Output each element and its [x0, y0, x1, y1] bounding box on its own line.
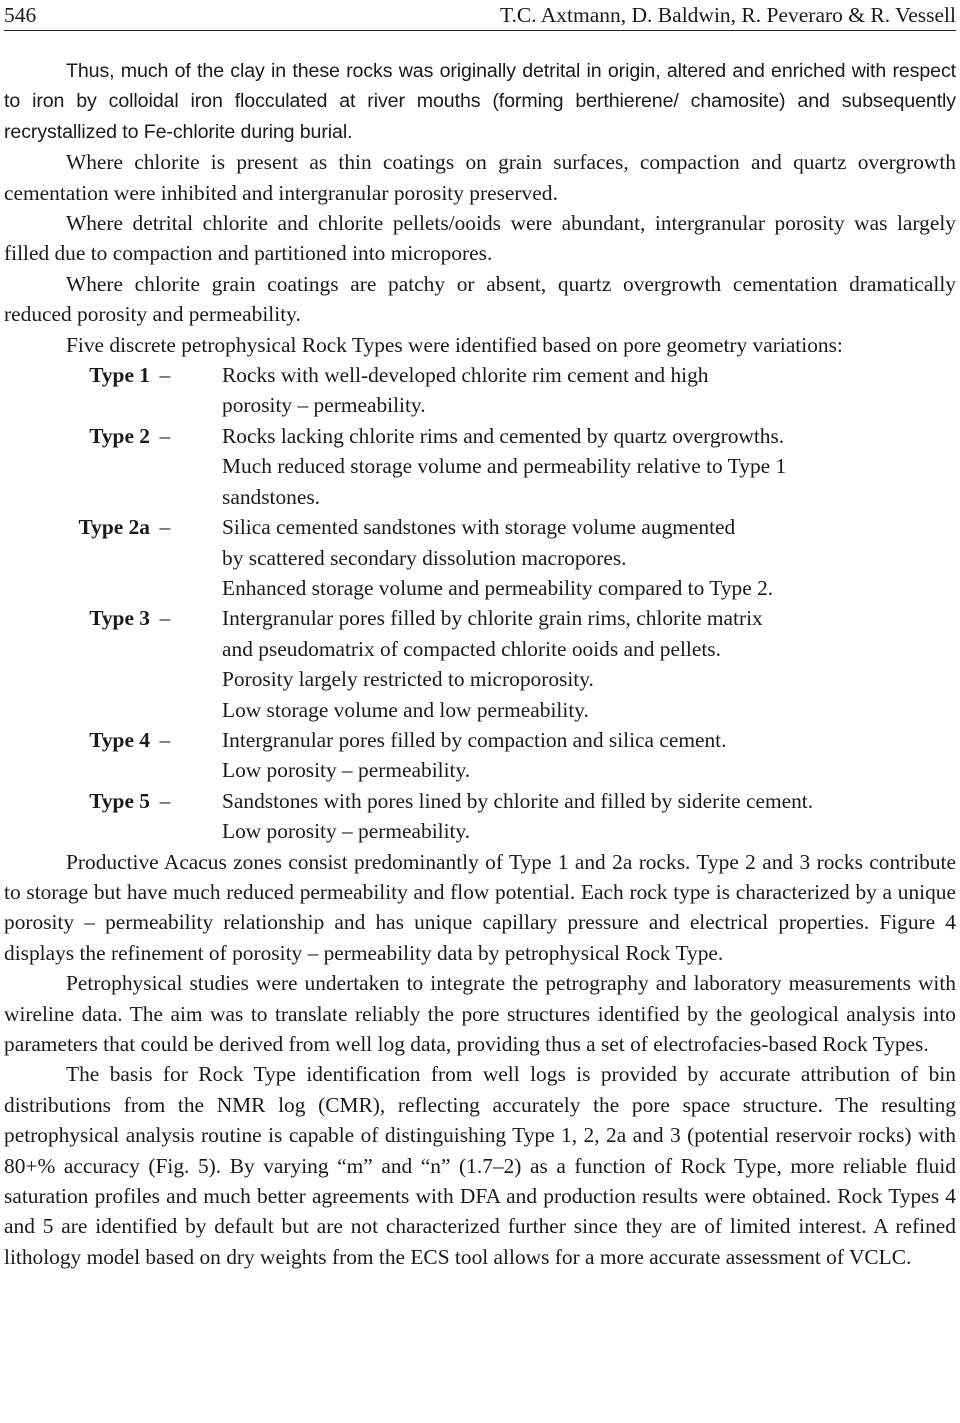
rock-type-item	[4, 512, 956, 603]
running-header	[4, 0, 956, 31]
rock-type-description	[222, 786, 956, 847]
rock-type-description-line: Intergranular pores filled by compaction and silica cement.	[222, 727, 727, 752]
page-number: 546	[4, 3, 37, 27]
paragraph-clay-origin: Thus, much of the clay in these rocks was originally detrital in origin, altered and enriched with respect to iron by colloidal iron flocculated at river mouths (forming berthierene/ chamosite) and subsequently recrystallized to Fe-chlorite during burial.	[4, 60, 956, 143]
rock-type-description	[222, 360, 956, 421]
paragraph-patchy-coatings: Where chlorite grain coatings are patchy or absent, quartz overgrowth cementation dramatically reduced porosity and permeability.	[4, 271, 956, 327]
rock-type-item	[4, 786, 956, 847]
rock-type-item	[4, 421, 956, 512]
rock-type-description-line: Enhanced storage volume and permeability compared to Type 2.	[222, 575, 774, 600]
rock-type-dash: –	[159, 788, 171, 813]
paragraph-rock-type-identification: The basis for Rock Type identification from well logs is provided by accurate attribution of bin distributions from the NMR log (CMR), reflecting accurately the pore space structure. The resulting petrophysical analysis routine is capable of distinguishing Type 1, 2, 2a and 3 (potential reservoir rocks) with 80+% accuracy (Fig. 5). By varying “m” and “n” (1.7–2) as a function of Rock Type, more reliable fluid saturation profiles and much better agreements with DFA and production results were obtained. Rock Types 4 and 5 are identified by default but are not characterized further since they are of limited interest. A refined lithology model based on dry weights from the ECS tool allows for a more accurate assessment of VCLC.	[4, 1062, 956, 1269]
paragraph-detrital-chlorite: Where detrital chlorite and chlorite pellets/ooids were abundant, intergranular porosity was largely filled due to compaction and partitioned into micropores.	[4, 211, 956, 266]
rock-type-label: Type 1	[89, 363, 150, 388]
rock-type-description-line: Low porosity – permeability.	[222, 819, 471, 844]
rock-type-description-line: Much reduced storage volume and permeability relative to Type 1	[222, 454, 787, 479]
rock-type-description-line: Rocks lacking chlorite rims and cemented by quartz overgrowths.	[222, 423, 785, 448]
paragraph-rock-types-intro: Five discrete petrophysical Rock Types were identified based on pore geometry variations:	[66, 332, 843, 357]
article-body	[4, 56, 956, 1272]
rock-type-label: Type 4	[89, 727, 150, 752]
rock-type-label: Type 2a	[78, 515, 150, 540]
paragraph-chlorite-coatings: Where chlorite is present as thin coatings on grain surfaces, compaction and quartz overgrowth cementation were inhibited and intergranular porosity preserved.	[4, 150, 956, 205]
rock-type-description-line: Porosity largely restricted to microporosity.	[222, 667, 594, 692]
rock-type-description-line: and pseudomatrix of compacted chlorite ooids and pellets.	[222, 636, 721, 661]
rock-type-description-line: Low porosity – permeability.	[222, 758, 471, 783]
rock-type-description-line: Low storage volume and low permeability.	[222, 697, 589, 722]
rock-type-list	[4, 360, 956, 847]
running-head-authors: T.C. Axtmann, D. Baldwin, R. Peveraro & R. Vessell	[499, 3, 956, 27]
rock-type-description-line: Intergranular pores filled by chlorite grain rims, chlorite matrix	[222, 606, 763, 631]
rock-type-dash: –	[159, 423, 171, 448]
rock-type-description-line: sandstones.	[222, 484, 321, 509]
rock-type-description-line: Sandstones with pores lined by chlorite and filled by siderite cement.	[222, 788, 814, 813]
rock-type-item	[4, 603, 956, 725]
rock-type-label: Type 5	[89, 788, 150, 813]
paragraph-productive-zones: Productive Acacus zones consist predominantly of Type 1 and 2a rocks. Type 2 and 3 rocks contribute to storage but have much reduced permeability and flow potential. Each rock type is characterized by a unique porosity – permeability relationship and has unique capillary pressure and electrical properties. Figure 4 displays the refinement of porosity – permeability data by petrophysical Rock Type.	[4, 849, 956, 965]
rock-type-item	[4, 360, 956, 421]
rock-type-dash: –	[159, 606, 171, 631]
rock-type-item	[4, 725, 956, 786]
paragraph-petrophysical-studies: Petrophysical studies were undertaken to integrate the petrography and laboratory measurements with wireline data. The aim was to translate reliably the pore structures identified by the geological analysis into parameters that could be derived from well log data, providing thus a set of electrofacies-based Rock Types.	[4, 971, 956, 1056]
rock-type-label: Type 2	[89, 423, 150, 448]
rock-type-dash: –	[159, 363, 171, 388]
rock-type-description-line: by scattered secondary dissolution macropores.	[222, 545, 627, 570]
rock-type-description-line: porosity – permeability.	[222, 393, 426, 418]
rock-type-description	[222, 725, 956, 786]
rock-type-description	[222, 603, 956, 725]
rock-type-description	[222, 421, 956, 512]
rock-type-description	[222, 512, 956, 603]
rock-type-dash: –	[159, 515, 171, 540]
rock-type-description-line: Silica cemented sandstones with storage volume augmented	[222, 515, 736, 540]
rock-type-description-line: Rocks with well-developed chlorite rim cement and high	[222, 363, 709, 388]
rock-type-label: Type 3	[89, 606, 150, 631]
rock-type-dash: –	[159, 727, 171, 752]
